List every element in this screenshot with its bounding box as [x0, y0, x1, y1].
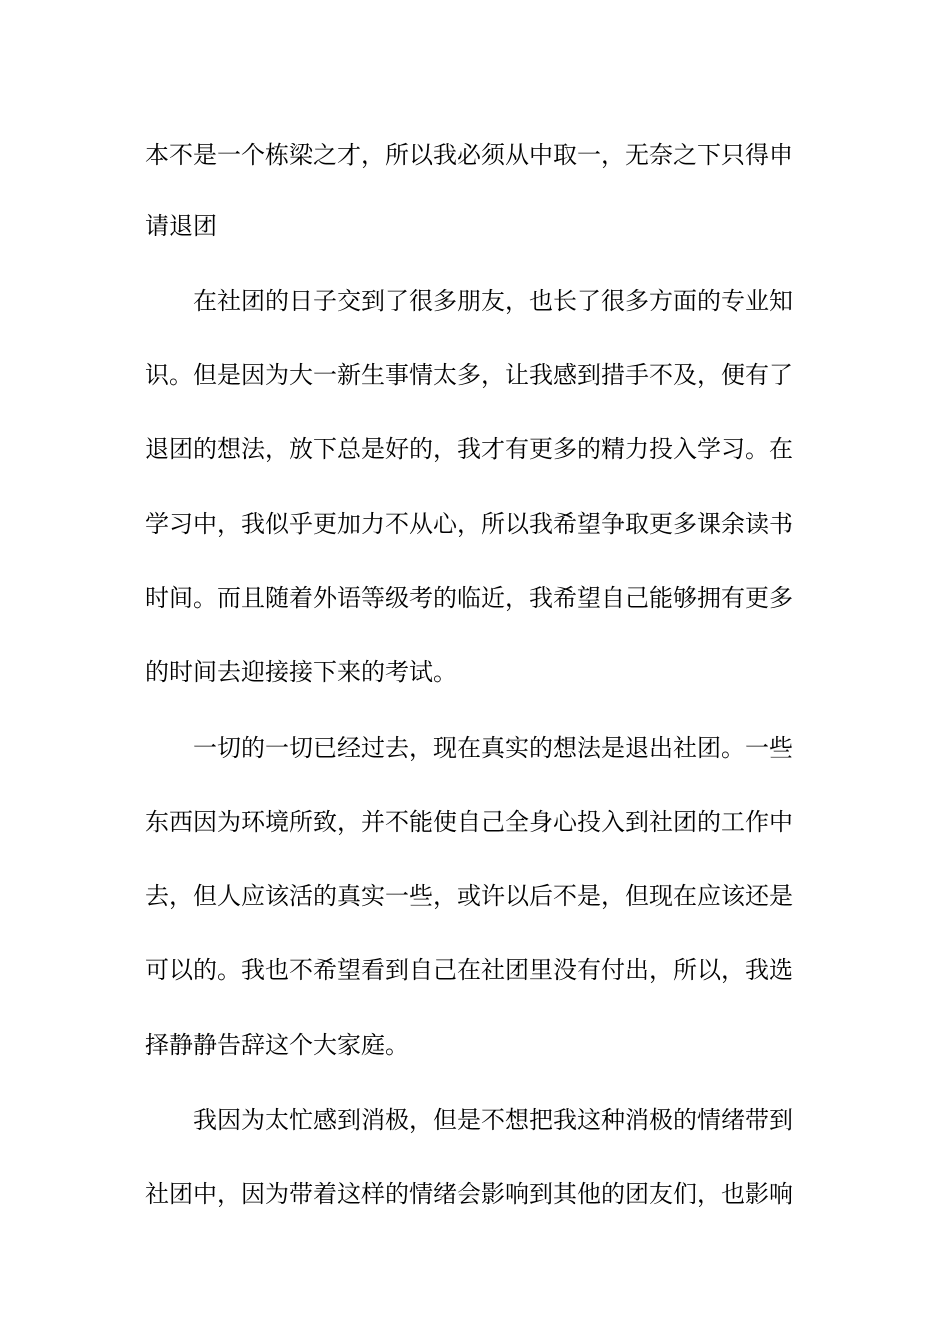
paragraph-first-line: 在社团的日子交到了很多朋友，也长了很多方面的专业知: [193, 287, 793, 315]
text-line: 择静静告辞这个大家庭。: [145, 1031, 409, 1059]
text-line: 东西因为环境所致，并不能使自己全身心投入到社团的工作中: [145, 808, 793, 836]
text-line: 识。但是因为大一新生事情太多，让我感到措手不及，便有了: [145, 361, 793, 389]
text-line: 退团的想法，放下总是好的，我才有更多的精力投入学习。在: [145, 435, 793, 463]
text-line: 时间。而且随着外语等级考的临近，我希望自己能够拥有更多: [145, 584, 793, 612]
text-line: 去，但人应该活的真实一些，或许以后不是，但现在应该还是: [145, 882, 793, 910]
text-line: 可以的。我也不希望看到自己在社团里没有付出，所以，我选: [145, 956, 793, 984]
text-line: 的时间去迎接接下来的考试。: [145, 658, 457, 686]
text-line: 学习中，我似乎更加力不从心，所以我希望争取更多课余读书: [145, 510, 793, 538]
paragraph-first-line: 我因为太忙感到消极，但是不想把我这种消极的情绪带到: [193, 1106, 793, 1134]
text-line: 社团中，因为带着这样的情绪会影响到其他的团友们，也影响: [145, 1180, 793, 1208]
text-line: 请退团: [145, 212, 217, 240]
text-line: 本不是一个栋梁之才，所以我必须从中取一，无奈之下只得申: [145, 141, 793, 169]
paragraph-first-line: 一切的一切已经过去，现在真实的想法是退出社团。一些: [193, 734, 793, 762]
